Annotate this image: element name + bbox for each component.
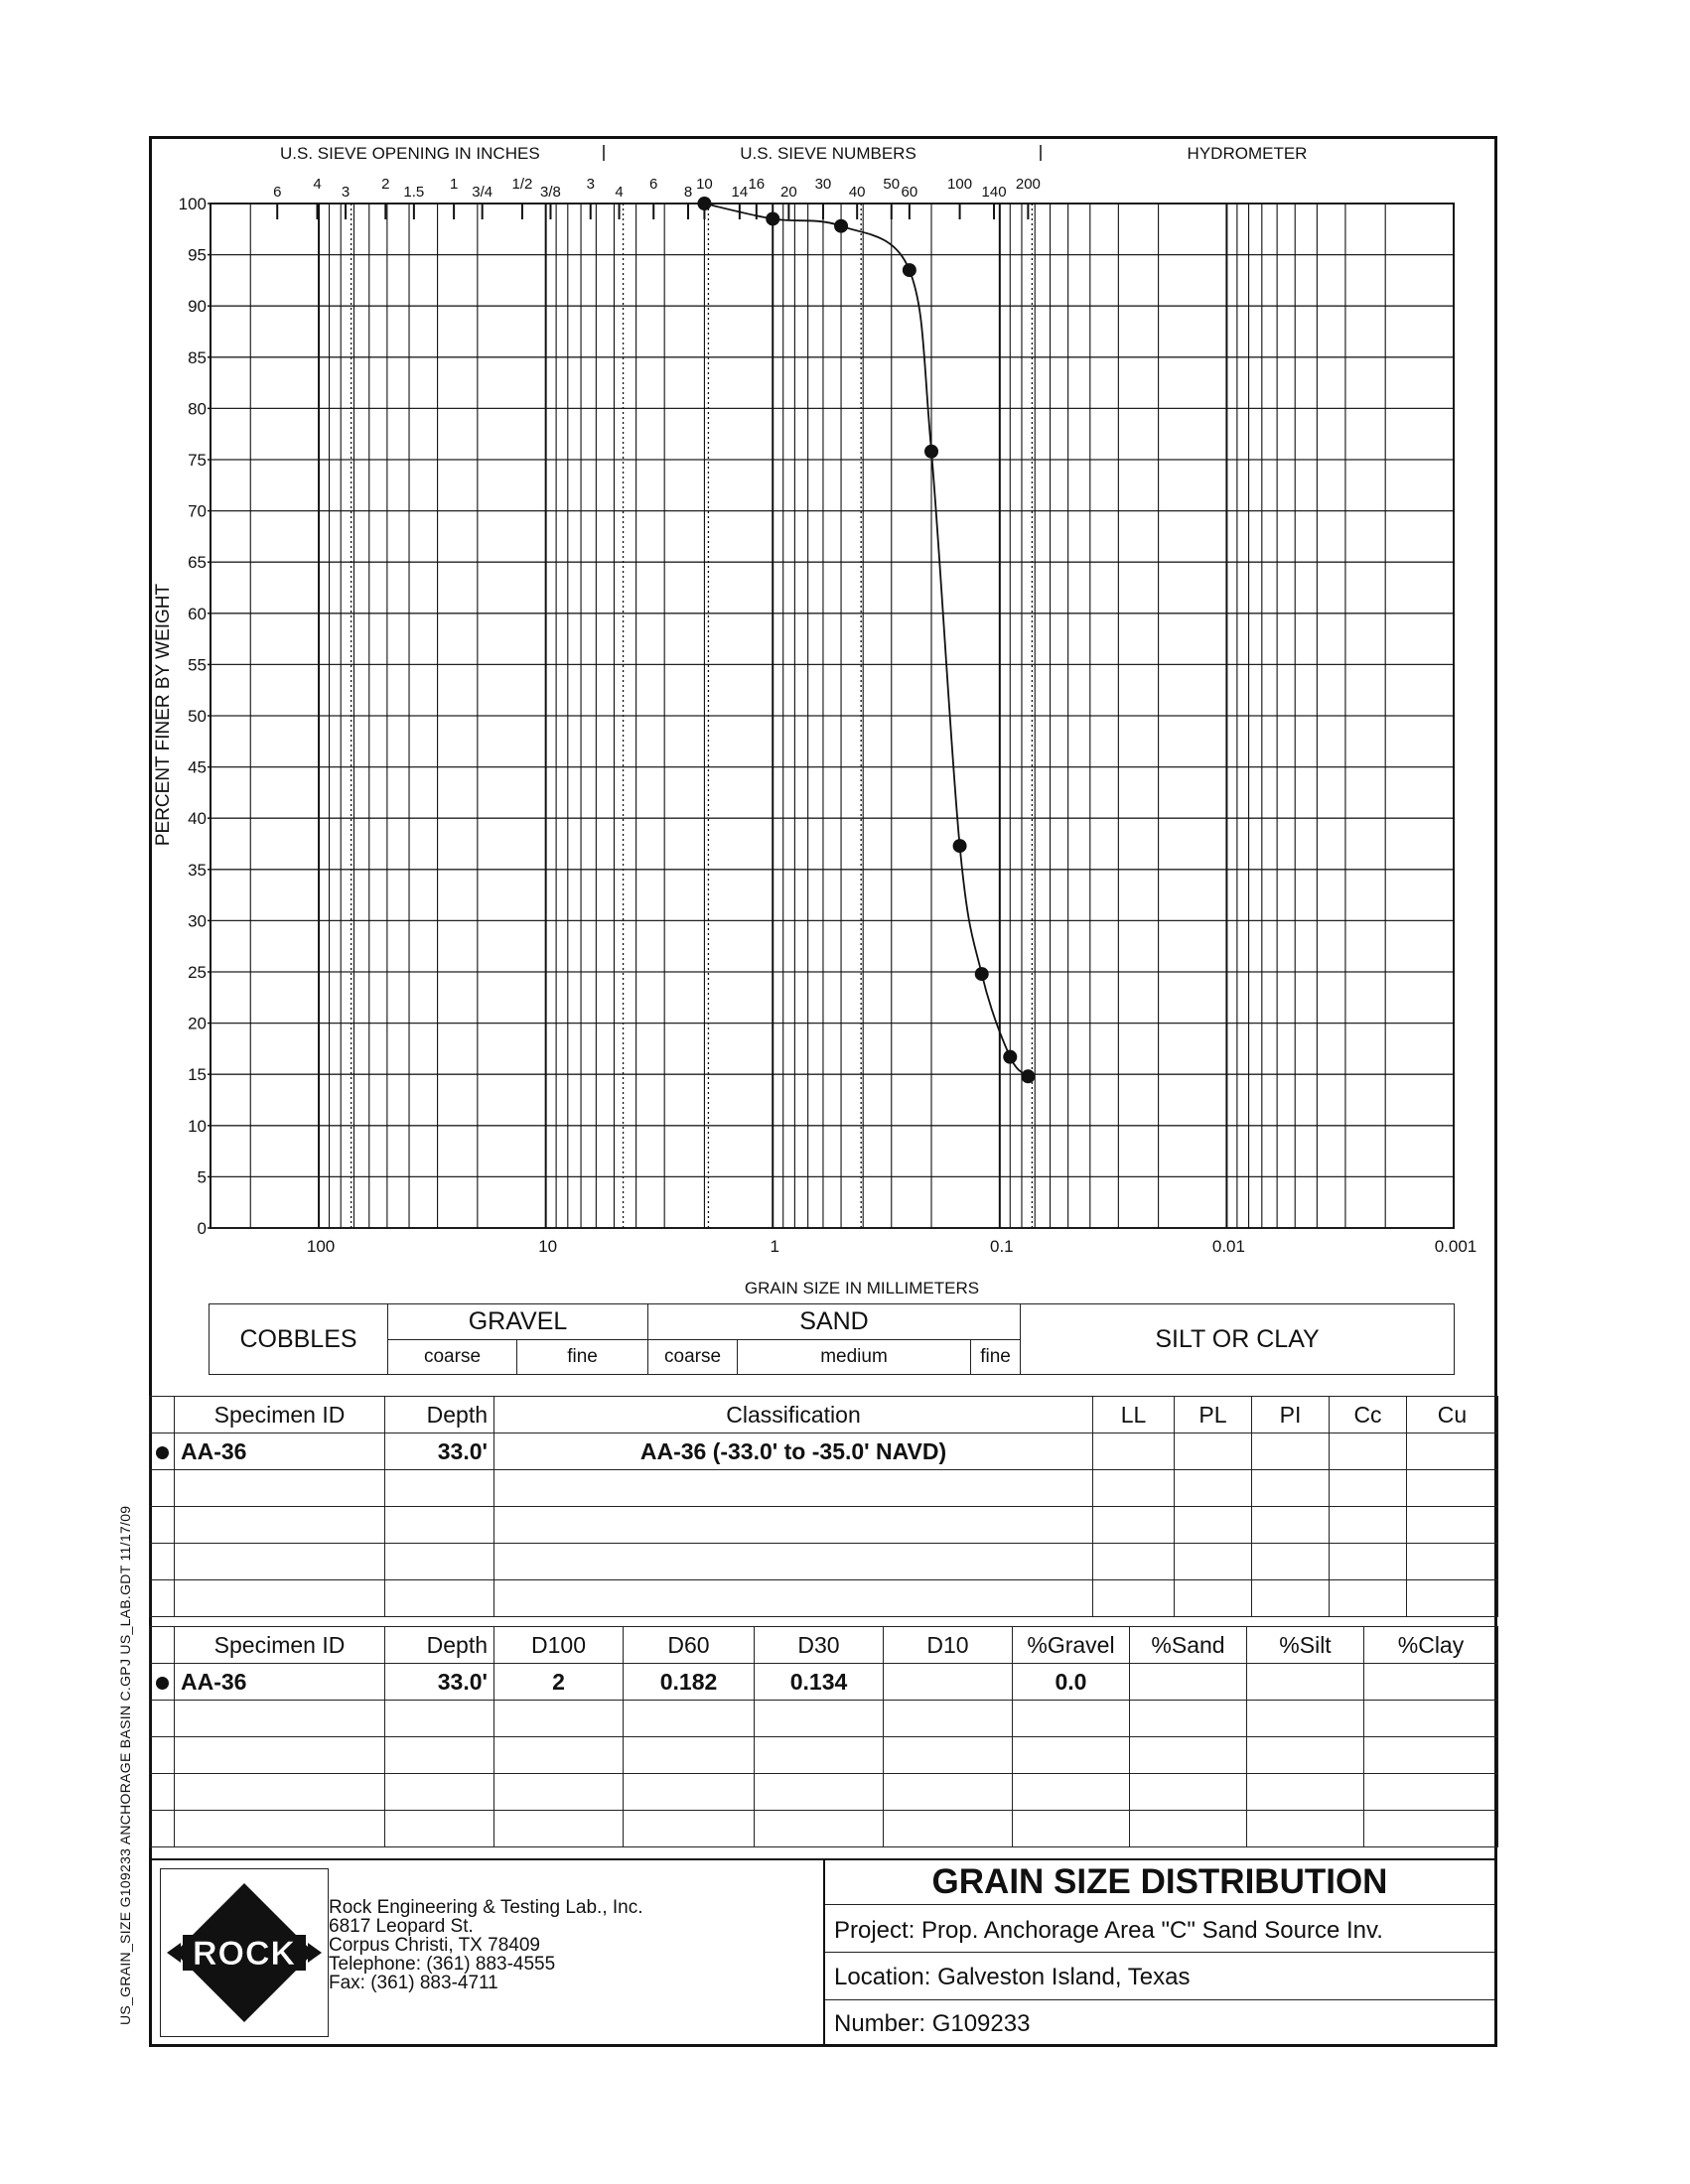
x-tick-label: 0.01 — [1211, 1237, 1245, 1256]
y-tick-label: 55 — [188, 655, 207, 675]
classification-table — [149, 1396, 1498, 1617]
sand-medium-label: medium — [738, 1339, 971, 1375]
d30-value: 0.134 — [755, 1664, 884, 1701]
y-tick-label: 40 — [188, 809, 207, 829]
data-point — [697, 197, 711, 210]
gravel-coarse-label: coarse — [388, 1339, 517, 1375]
sieve-label: 1 — [449, 176, 459, 193]
sieve-label: 14 — [731, 184, 749, 201]
logo-text: ROCK — [192, 1935, 297, 1973]
sieve-label: 1.5 — [403, 184, 425, 201]
classification: AA-36 (-33.0' to -35.0' NAVD) — [494, 1433, 1093, 1470]
table-row — [150, 1811, 1498, 1847]
col-d100: D100 — [494, 1627, 624, 1664]
company-phone: Telephone: (361) 883-4555 — [329, 1954, 556, 1975]
data-point — [924, 445, 938, 459]
col-d60: D60 — [624, 1627, 755, 1664]
sieve-label: 1/2 — [511, 176, 533, 193]
table-row — [150, 1507, 1498, 1544]
number-line: Number: G109233 — [834, 2010, 1031, 2037]
sieve-label: 140 — [981, 184, 1007, 201]
y-tick-label: 100 — [178, 195, 207, 213]
top-header: U.S. SIEVE NUMBERS — [740, 144, 916, 163]
y-tick-label: 95 — [188, 245, 207, 265]
sieve-label: 40 — [848, 184, 866, 201]
sieve-label: 3/8 — [540, 184, 561, 201]
y-tick-label: 50 — [188, 707, 207, 726]
sand-value — [1130, 1664, 1247, 1701]
sieve-label: 4 — [615, 184, 624, 201]
d100-value: 2 — [494, 1664, 624, 1701]
y-tick-label: 80 — [188, 399, 207, 419]
col-d30: D30 — [755, 1627, 884, 1664]
col-d10: D10 — [884, 1627, 1013, 1664]
y-axis-label: PERCENT FINER BY WEIGHT — [153, 583, 174, 847]
col-silt: %Silt — [1247, 1627, 1364, 1664]
series-marker-icon — [156, 1677, 169, 1690]
col-gravel: %Gravel — [1013, 1627, 1130, 1664]
table-row — [150, 1664, 1498, 1701]
pi-value — [1252, 1433, 1330, 1470]
sand-fine-label: fine — [971, 1339, 1021, 1375]
data-point — [1003, 1050, 1017, 1064]
data-point — [834, 219, 848, 233]
data-point — [953, 839, 967, 853]
col-specimen-id: Specimen ID — [175, 1627, 385, 1664]
company-info — [329, 1898, 643, 1992]
sand-coarse-label: coarse — [648, 1339, 738, 1375]
gravel-label: GRAVEL — [388, 1304, 648, 1340]
col-depth: Depth — [385, 1627, 494, 1664]
sieve-label: 200 — [1015, 176, 1041, 193]
sieve-label: 20 — [780, 184, 797, 201]
specimen-id: AA-36 — [175, 1433, 385, 1470]
company-street: 6817 Leopard St. — [329, 1916, 474, 1937]
table-row — [150, 1774, 1498, 1811]
sand-label: SAND — [648, 1304, 1021, 1340]
y-tick-label: 90 — [188, 297, 207, 317]
col-cu: Cu — [1407, 1397, 1498, 1433]
divider — [825, 1999, 1494, 2000]
y-tick-label: 70 — [188, 501, 207, 521]
ll-value — [1093, 1433, 1175, 1470]
data-point — [766, 211, 779, 225]
y-tick-label: 5 — [197, 1167, 207, 1187]
chart-series — [697, 197, 1035, 1083]
company-city: Corpus Christi, TX 78409 — [329, 1935, 540, 1956]
d60-value: 0.182 — [624, 1664, 755, 1701]
x-tick-label: 10 — [538, 1237, 558, 1256]
silt-clay-label: SILT OR CLAY — [1021, 1304, 1455, 1375]
col-classification: Classification — [494, 1397, 1093, 1433]
table-row — [150, 1580, 1498, 1617]
sieve-label: 60 — [901, 184, 918, 201]
rock-logo-icon — [161, 1869, 328, 2036]
y-tick-label: 65 — [188, 553, 207, 573]
col-depth: Depth — [385, 1397, 494, 1433]
gradation-header-row — [150, 1627, 1498, 1664]
y-tick-label: 20 — [188, 1014, 207, 1033]
y-tick-label: 75 — [188, 451, 207, 470]
data-point — [903, 263, 916, 277]
y-tick-label: 45 — [188, 757, 207, 777]
top-header: HYDROMETER — [1187, 144, 1308, 163]
col-sand: %Sand — [1130, 1627, 1247, 1664]
y-tick-label: 30 — [188, 911, 207, 931]
cu-value — [1407, 1433, 1498, 1470]
col-pl: PL — [1175, 1397, 1252, 1433]
sieve-label: 50 — [883, 176, 901, 193]
sieve-label: 3/4 — [472, 184, 493, 201]
sieve-label: 3 — [341, 184, 351, 201]
depth: 33.0' — [385, 1433, 494, 1470]
cc-value — [1330, 1433, 1407, 1470]
company-name: Rock Engineering & Testing Lab., Inc. — [329, 1897, 643, 1918]
specimen-id: AA-36 — [175, 1664, 385, 1701]
company-fax: Fax: (361) 883-4711 — [329, 1973, 498, 1993]
sieve-label: 6 — [649, 176, 658, 193]
x-tick-label: 0.1 — [990, 1237, 1014, 1256]
sieve-label: 2 — [381, 176, 390, 193]
pl-value — [1175, 1433, 1252, 1470]
sieve-label: 30 — [814, 176, 832, 193]
cobbles-label: COBBLES — [210, 1304, 388, 1375]
gradation-table — [149, 1626, 1498, 1847]
y-tick-label: 85 — [188, 347, 207, 367]
x-tick-label: 0.001 — [1434, 1237, 1478, 1256]
table-row — [150, 1737, 1498, 1774]
logo — [160, 1868, 329, 2037]
col-specimen-id: Specimen ID — [175, 1397, 385, 1433]
col-ll: LL — [1093, 1397, 1175, 1433]
report-title: GRAIN SIZE DISTRIBUTION — [825, 1860, 1494, 1905]
project-line: Project: Prop. Anchorage Area "C" Sand Source Inv. — [834, 1917, 1383, 1944]
company-block — [152, 1858, 825, 2046]
sieve-label: 3 — [586, 176, 595, 193]
series-line — [704, 204, 1028, 1076]
y-tick-label: 25 — [188, 963, 207, 982]
report-info-block — [825, 1858, 1494, 2046]
x-axis-label: GRAIN SIZE IN MILLIMETERS — [744, 1279, 980, 1297]
top-header: U.S. SIEVE OPENING IN INCHES — [280, 144, 540, 163]
x-tick-label: 100 — [306, 1237, 336, 1256]
classification-header-row — [150, 1397, 1498, 1433]
col-clay: %Clay — [1364, 1627, 1498, 1664]
y-tick-label: 0 — [197, 1219, 207, 1238]
y-tick-label: 10 — [188, 1116, 207, 1136]
table-row — [150, 1433, 1498, 1470]
data-point — [975, 967, 989, 981]
col-pi: PI — [1252, 1397, 1330, 1433]
chart-grid — [208, 145, 1454, 1228]
sieve-label: 10 — [696, 176, 713, 193]
table-row — [150, 1701, 1498, 1737]
soil-class-band — [209, 1303, 1455, 1375]
series-marker-icon — [156, 1446, 169, 1459]
col-cc: Cc — [1330, 1397, 1407, 1433]
side-file-text: US_GRAIN_SIZE G109233 ANCHORAGE BASIN C.GPJ US_LAB.GDT 11/17/09 — [117, 1505, 133, 2025]
x-tick-label: 1 — [770, 1237, 779, 1256]
location-line: Location: Galveston Island, Texas — [834, 1964, 1191, 1990]
data-point — [1021, 1069, 1035, 1083]
clay-value — [1364, 1664, 1498, 1701]
sieve-label: 6 — [273, 184, 282, 201]
y-tick-label: 15 — [188, 1065, 207, 1085]
depth: 33.0' — [385, 1664, 494, 1701]
silt-value — [1247, 1664, 1364, 1701]
gravel-fine-label: fine — [517, 1339, 648, 1375]
table-row — [150, 1544, 1498, 1580]
divider — [825, 1952, 1494, 1953]
sieve-label: 4 — [313, 176, 322, 193]
y-tick-label: 35 — [188, 860, 207, 880]
sieve-label: 16 — [748, 176, 766, 193]
sieve-label: 8 — [683, 184, 693, 201]
d10-value — [884, 1664, 1013, 1701]
table-row — [150, 1470, 1498, 1507]
sieve-label: 100 — [947, 176, 973, 193]
gravel-value: 0.0 — [1013, 1664, 1130, 1701]
y-tick-label: 60 — [188, 604, 207, 623]
